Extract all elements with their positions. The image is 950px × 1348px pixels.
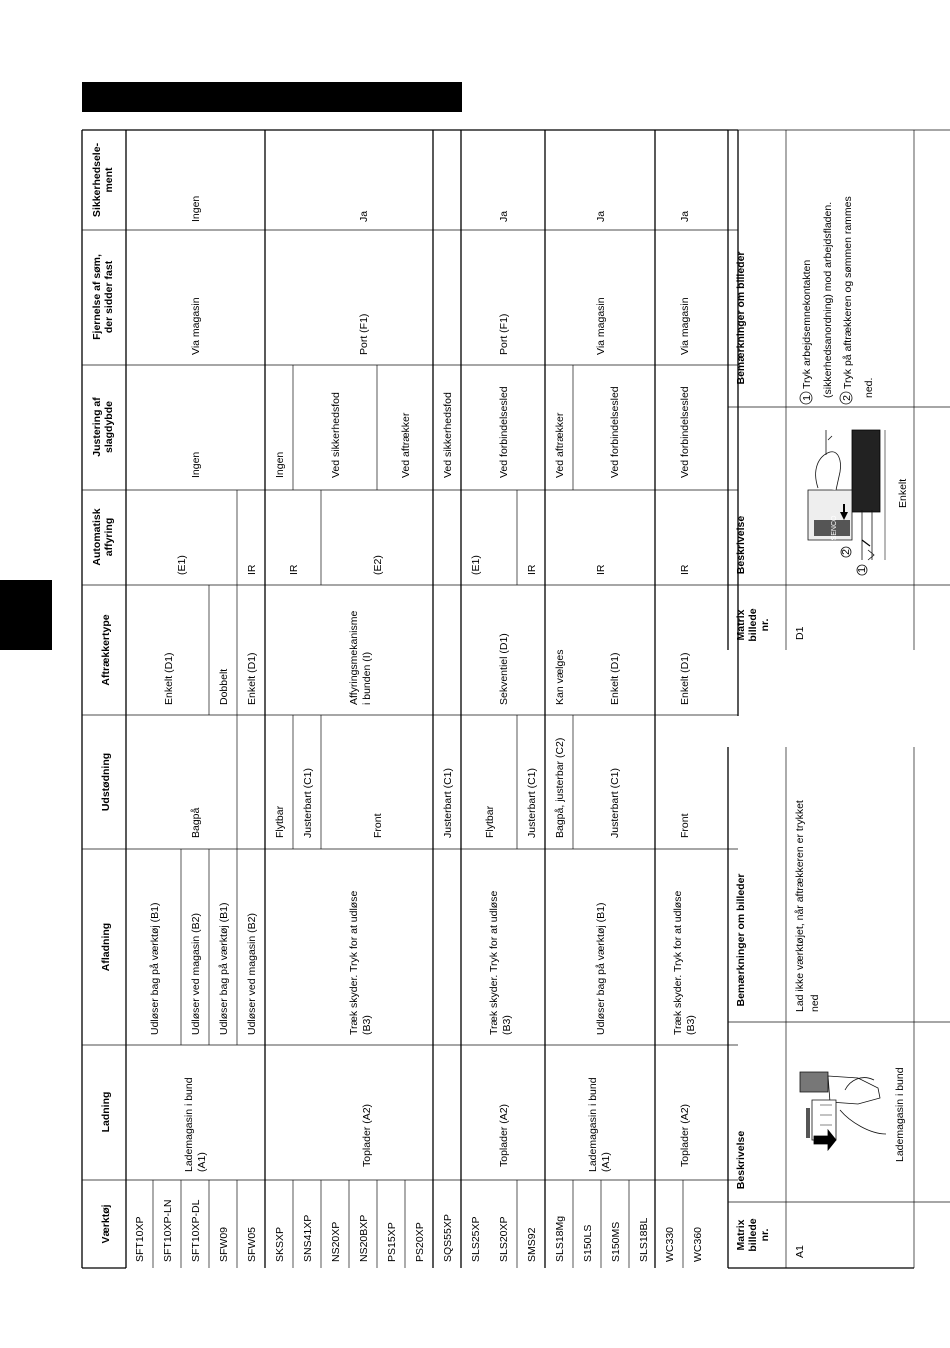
tool-name: PS15XP xyxy=(386,1222,398,1262)
exhaust-cell: Justerbart (C1) xyxy=(302,767,314,838)
unloading-cell: Udløser ved magasin (B2) xyxy=(246,913,258,1035)
jam-cell: Via magasin xyxy=(595,297,607,355)
unloading-cell: (B3) xyxy=(685,1015,697,1035)
depth-cell: Ved sikkerhedsfod xyxy=(330,392,342,478)
unloading-cell: Udløser bag på værktøj (B1) xyxy=(218,902,230,1035)
header-auto-fire-2: affyring xyxy=(103,517,115,557)
loading-cell: (A1) xyxy=(196,1152,208,1172)
trigger-cell: Enkelt (D1) xyxy=(609,652,621,705)
unloading-cell: Træk skyder. Tryk for at udløse xyxy=(672,890,684,1035)
legend-d1-note-4: ned. xyxy=(863,377,875,398)
legend-d1-note-3: Tryk på aftrækkeren og sømmen rammes xyxy=(842,196,854,389)
legend-d1-note-1: Tryk arbejdsemnekontakten xyxy=(801,259,813,389)
safety-cell: Ja xyxy=(358,210,370,222)
legend-d1-caption: Enkelt xyxy=(897,478,909,508)
trigger-cell: Enkelt (D1) xyxy=(246,652,258,705)
auto-fire-cell: (E1) xyxy=(176,555,188,575)
tool-name: SFT10XP-LN xyxy=(162,1199,174,1262)
unloading-cell: Udløser bag på værktøj (B1) xyxy=(149,902,161,1035)
safety-cell: Ingen xyxy=(190,195,202,222)
unloading-cells xyxy=(149,891,697,1035)
depth-cell: Ved aftrækker xyxy=(400,412,412,478)
legend-d1-matrix-header: nr. xyxy=(759,618,771,632)
depth-cell: Ved aftrækker xyxy=(554,412,566,478)
legend-a1-matrix-header: billede xyxy=(747,1218,759,1252)
tool-name: SLS25XP xyxy=(470,1216,482,1262)
trigger-cell: Kan vælges xyxy=(554,649,566,705)
header-trigger: Aftrækkertype xyxy=(100,614,112,686)
safety-cell: Ja xyxy=(595,210,607,222)
header-tool: Værktøj xyxy=(100,1204,112,1244)
jam-cell: Via magasin xyxy=(679,297,691,355)
legend-d1-matrix-header: billede xyxy=(747,608,759,642)
trigger-cell: Dobbelt xyxy=(218,668,230,705)
tool-name: SQS55XP xyxy=(442,1214,454,1262)
brand-label: SENCO xyxy=(831,515,838,541)
exhaust-cell: Front xyxy=(679,813,691,838)
header-depth-2: slagdybde xyxy=(103,401,115,453)
tool-name: SFT10XP xyxy=(134,1216,146,1262)
header-unloading: Afladning xyxy=(100,922,112,972)
tool-name: S150LS xyxy=(582,1224,594,1262)
trigger-cells xyxy=(163,610,691,705)
header-depth-1: Justering af xyxy=(91,397,103,457)
depth-cell: Ved forbindelsesled xyxy=(498,386,510,478)
exhaust-cell: Front xyxy=(372,813,384,838)
trigger-cell: Enkelt (D1) xyxy=(679,652,691,705)
header-safety-1: Sikkerhedsele- xyxy=(91,142,103,218)
tool-name: SMS92 xyxy=(526,1227,538,1262)
unloading-cell: Træk skyder. Tryk for at udløse xyxy=(488,890,500,1035)
tool-name: SKSXP xyxy=(274,1226,286,1262)
legend-a1-matrix-header: Matrix xyxy=(735,1219,747,1251)
tool-name: SLS20XP xyxy=(498,1216,510,1262)
tool-name: SFW05 xyxy=(246,1226,258,1262)
tool-name: SFT10XP-DL xyxy=(190,1199,202,1262)
depth-cell: Ingen xyxy=(190,451,202,478)
exhaust-cell: Flytbar xyxy=(274,805,286,838)
loading-cell: Lademagasin i bund xyxy=(183,1077,195,1172)
unloading-cell: Udløser ved magasin (B2) xyxy=(190,913,202,1035)
legend-a1-note-1: Lad ikke værktøjet, når aftrækkeren er trykket xyxy=(794,800,806,1012)
single-trigger-illustration xyxy=(808,430,885,575)
legend-table-d1 xyxy=(728,130,950,650)
exhaust-cell: Justerbart (C1) xyxy=(442,767,454,838)
auto-fire-cell: IR xyxy=(526,564,538,575)
tool-name: SLS18BL xyxy=(638,1217,650,1262)
legend-d1-note-num-1: 1 xyxy=(801,395,813,401)
auto-fire-cell: IR xyxy=(288,564,300,575)
jam-cell: Port (F1) xyxy=(498,313,510,355)
safety-cell: Ja xyxy=(679,210,691,222)
tool-name: NS20BXP xyxy=(358,1214,370,1262)
auto-fire-cell: (E2) xyxy=(372,555,384,575)
loading-cell: Toplader (A2) xyxy=(361,1103,373,1167)
header-exhaust: Udstødning xyxy=(100,752,112,812)
header-auto-fire-1: Automatisk xyxy=(91,508,103,566)
tool-name: S150MS xyxy=(610,1221,622,1262)
trigger-cell: Affyringsmekanisme xyxy=(348,610,360,705)
legend-a1-matrix-header: nr. xyxy=(759,1228,771,1242)
exhaust-cell: Flytbar xyxy=(484,805,496,838)
legend-a1-caption: Lademagasin i bund xyxy=(894,1067,906,1162)
legend-d1-desc-header: Beskrivelse xyxy=(735,515,747,575)
auto-fire-cell: (E1) xyxy=(470,555,482,575)
tool-name: SNS41XP xyxy=(302,1214,314,1262)
tool-name: PS20XP xyxy=(414,1222,426,1262)
exhaust-cell: Bagpå, justerbar (C2) xyxy=(554,737,566,838)
jam-cell: Via magasin xyxy=(190,297,202,355)
trigger-cell: Enkelt (D1) xyxy=(163,652,175,705)
legend-d1-note-2: (sikkerhedsanordning) mod arbejdsfladen. xyxy=(822,201,834,398)
unloading-cell: (B3) xyxy=(501,1015,513,1035)
legend-a1-id: A1 xyxy=(794,1245,806,1258)
depth-cell: Ved forbindelsesled xyxy=(679,386,691,478)
exhaust-cell: Bagpå xyxy=(190,807,202,838)
auto-fire-cell: IR xyxy=(595,564,607,575)
loading-cells xyxy=(183,1077,691,1172)
unloading-cell: (B3) xyxy=(361,1015,373,1035)
safety-cell: Ja xyxy=(498,210,510,222)
unloading-cell: Udløser bag på værktøj (B1) xyxy=(595,902,607,1035)
jam-cell: Port (F1) xyxy=(358,313,370,355)
depth-cell: Ved sikkerhedsfod xyxy=(442,392,454,478)
auto-fire-cell: IR xyxy=(246,564,258,575)
legend-a1-desc-header: Beskrivelse xyxy=(735,1130,747,1190)
loading-cell: Toplader (A2) xyxy=(498,1103,510,1167)
tool-name: WC330 xyxy=(664,1226,676,1262)
legend-a1-notes-header: Bemærkninger om billeder xyxy=(735,873,747,1007)
trigger-cell: Sekventiel (D1) xyxy=(498,633,510,705)
legend-d1-id: D1 xyxy=(794,626,806,640)
tool-name: SFW09 xyxy=(218,1226,230,1262)
illustration-callout-2: 2 xyxy=(840,549,852,555)
header-safety-2: ment xyxy=(103,167,115,193)
tool-name: NS20XP xyxy=(330,1221,342,1262)
depth-cell: Ingen xyxy=(274,451,286,478)
unloading-cell: Træk skyder. Tryk for at udløse xyxy=(348,890,360,1035)
loading-cell: Lademagasin i bund xyxy=(587,1077,599,1172)
tool-name: WC360 xyxy=(692,1226,704,1262)
bottom-load-magazine-illustration xyxy=(800,1072,886,1150)
tool-name: SLS18Mg xyxy=(554,1215,566,1262)
header-jam-1: Fjernelse af søm, xyxy=(91,254,103,340)
legend-d1-note-num-2: 2 xyxy=(841,395,853,401)
illustration-callout-1: 1 xyxy=(856,567,868,573)
header-loading: Ladning xyxy=(100,1091,112,1133)
matrix-table xyxy=(82,130,738,1268)
loading-cell: Toplader (A2) xyxy=(679,1103,691,1167)
trigger-cell: i bunden (I) xyxy=(361,651,373,705)
auto-fire-cell: IR xyxy=(679,564,691,575)
tool-names xyxy=(134,1199,704,1262)
legend-d1-matrix-header: Matrix xyxy=(735,609,747,641)
exhaust-cell: Justerbart (C1) xyxy=(526,767,538,838)
legend-table-a1 xyxy=(728,747,950,1268)
legend-a1-note-2: ned xyxy=(809,994,821,1012)
exhaust-cell: Justerbart (C1) xyxy=(609,767,621,838)
matrix-headers xyxy=(91,142,115,1243)
header-jam-2: der sidder fast xyxy=(103,260,115,334)
legend-d1-notes-header: Bemærkninger om billeder xyxy=(735,251,747,385)
depth-cell: Ved forbindelsesled xyxy=(609,386,621,478)
loading-cell: (A1) xyxy=(600,1152,612,1172)
